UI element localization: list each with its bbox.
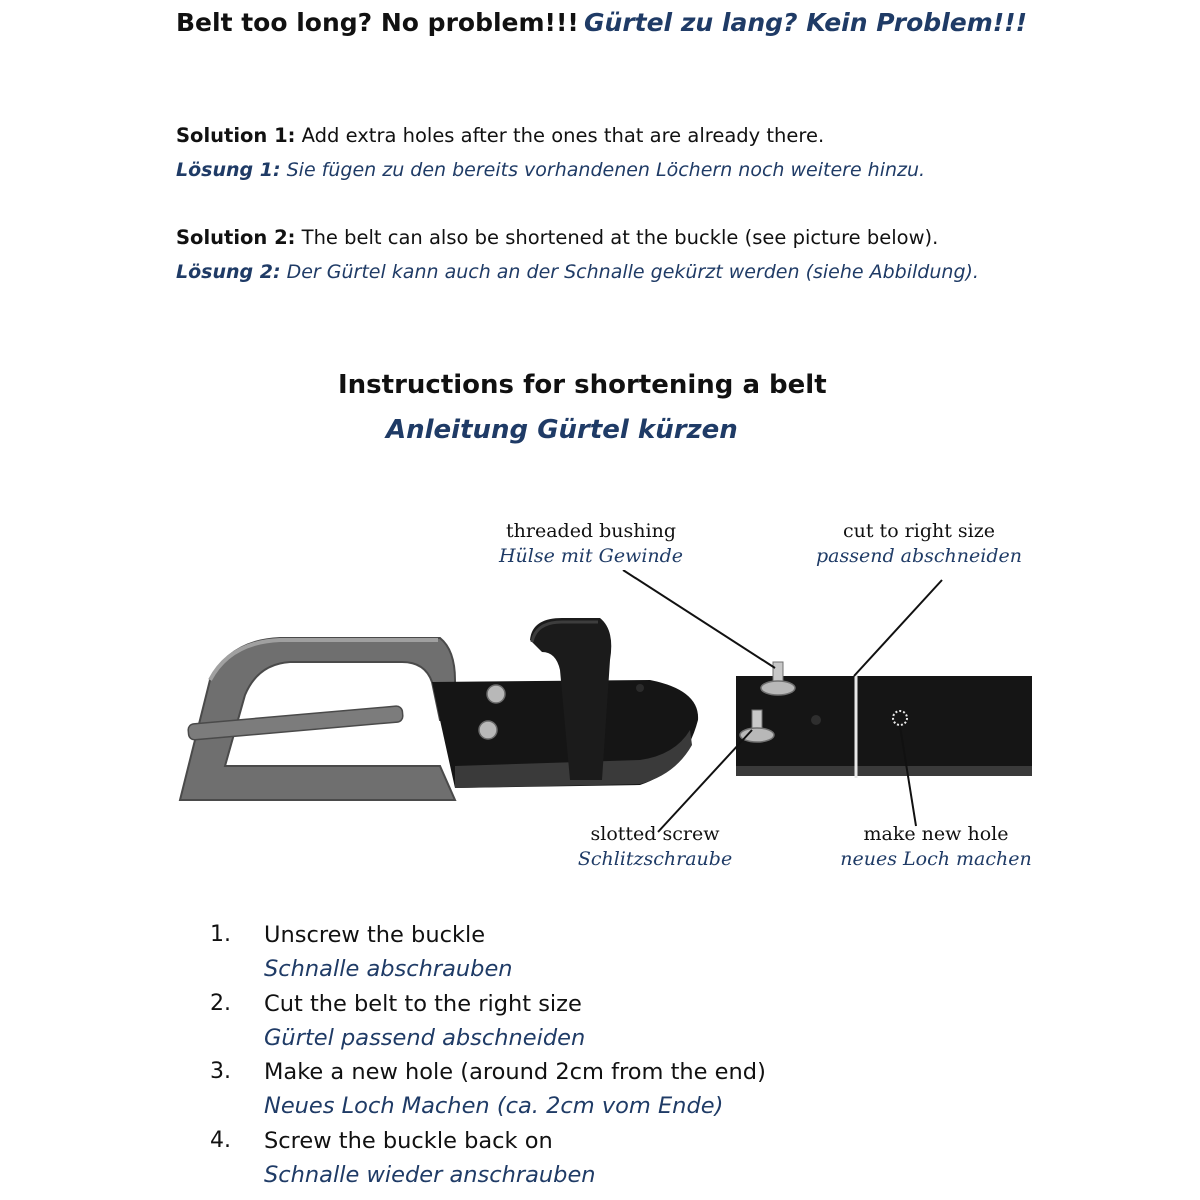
label-cut-to-size-en: cut to right size	[843, 520, 995, 542]
solution-2-label-en: Solution 2:	[176, 226, 296, 249]
solution-1-text-de: Sie fügen zu den bereits vorhandenen Löchern noch weitere hinzu.	[280, 159, 926, 181]
headline-de: Gürtel zu lang? Kein Problem!!!	[584, 8, 1027, 37]
step-2-number: 2.	[210, 991, 231, 1016]
label-threaded-bushing-de: Hülse mit Gewinde	[498, 545, 684, 567]
step-1-de: Schnalle abschrauben	[264, 956, 513, 982]
step-4-de: Schnalle wieder anschrauben	[264, 1162, 596, 1188]
label-cut-to-size	[814, 520, 1024, 567]
label-cut-to-size-de: passend abschneiden	[816, 545, 1022, 567]
headline-en: Belt too long? No problem!!!	[176, 8, 579, 37]
step-3-en: Make a new hole (around 2cm from the end)	[264, 1059, 766, 1085]
solution-1-de	[176, 159, 925, 181]
hole-icon	[636, 684, 644, 692]
instructions-title-de: Anleitung Gürtel kürzen	[386, 415, 738, 445]
solution-2-de	[176, 261, 979, 283]
step-4-en: Screw the buckle back on	[264, 1128, 553, 1154]
solution-2-label-de: Lösung 2:	[176, 261, 281, 283]
hole-icon	[811, 715, 821, 725]
rivet-icon	[479, 721, 497, 739]
step-1-en: Unscrew the buckle	[264, 922, 486, 948]
buckle-leather	[432, 618, 698, 788]
solution-1-label-en: Solution 1:	[176, 124, 296, 147]
instructions-title-en: Instructions for shortening a belt	[338, 370, 827, 400]
solution-2-text-de: Der Gürtel kann auch an der Schnalle gekürzt werden (siehe Abbildung).	[280, 261, 979, 283]
step-2-de: Gürtel passend abschneiden	[264, 1025, 586, 1051]
solution-1-label-de: Lösung 1:	[176, 159, 281, 181]
buckle-icon	[180, 638, 455, 800]
solution-1-text-en: Add extra holes after the ones that are already there.	[295, 124, 825, 147]
label-slotted-screw-en: slotted screw	[590, 823, 720, 845]
leader-line	[623, 570, 775, 668]
rivet-icon	[487, 685, 505, 703]
step-4-number: 4.	[210, 1128, 231, 1153]
step-1-number: 1.	[210, 922, 231, 947]
label-slotted-screw-de: Schlitzschraube	[577, 848, 733, 870]
step-2-en: Cut the belt to the right size	[264, 991, 582, 1017]
label-threaded-bushing	[496, 520, 686, 567]
label-make-new-hole-de: neues Loch machen	[840, 848, 1032, 870]
leader-line	[854, 580, 942, 676]
step-3-de: Neues Loch Machen (ca. 2cm vom Ende)	[264, 1093, 724, 1119]
step-3-number: 3.	[210, 1059, 231, 1084]
belt-diagram	[170, 570, 1050, 870]
label-threaded-bushing-en: threaded bushing	[506, 520, 676, 542]
solution-2-en	[176, 226, 938, 249]
solution-2-text-en: The belt can also be shortened at the buckle (see picture below).	[295, 226, 939, 249]
label-make-new-hole-en: make new hole	[863, 823, 1009, 845]
solution-1-en	[176, 124, 824, 147]
